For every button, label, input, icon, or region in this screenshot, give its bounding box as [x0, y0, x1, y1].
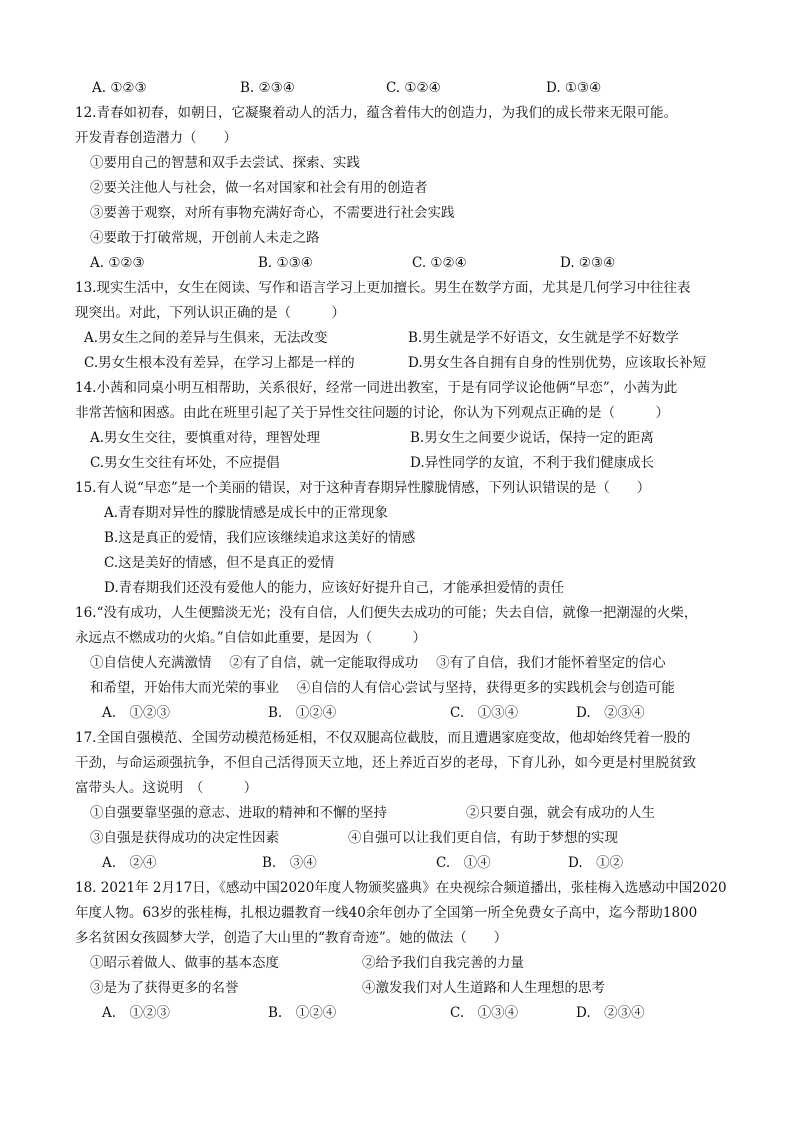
q13-stem-line2: 现突出。对此，下列认识正确的是（ ）: [75, 305, 345, 321]
q15-option-c: C.这是美好的情感，但不是真正的爱情: [104, 555, 335, 571]
q18-item-1: ①昭示着做人、做事的基本态度: [90, 955, 279, 971]
q11-option-c: C. ①②④: [386, 80, 441, 96]
q14-stem-line2: 非常苦恼和困惑。由此在班里引起了关于异性交往问题的讨论，你认为下列观点正确的是（ ）: [75, 405, 669, 421]
q17-option-d: D. ①②: [568, 855, 624, 871]
q13-option-d: D.男女生各自拥有自身的性别优势，应该取长补短: [408, 355, 707, 371]
q18-stem-line1: 18. 2021年 2月17日，《感动中国2020年度人物颁奖盛典》在央视综合频道播出，张桂梅入选感动中国2020: [75, 880, 727, 896]
q14-option-c: C.男女生交往有坏处，不应提倡: [90, 455, 280, 471]
q12-option-b: B. ①③④: [258, 255, 313, 271]
q17-stem-line2: 干劲，与命运顽强抗争，不但自己活得顶天立地，还上养近百岁的老母，下育儿孙，如今更是村里脱贫致: [75, 755, 696, 771]
q15-stem-line1: 15.有人说“早恋”是一个美丽的错误，对于这种青春期异性朦胧情感，下列认识错误的是（ ）: [75, 480, 651, 496]
q17-option-c: C. ①④: [436, 855, 491, 871]
q13-stem-line1: 13.现实生活中，女生在阅读、写作和语言学习上更加擅长。男生在数学方面，尤其是几何学习中往往表: [75, 280, 691, 296]
q17-stem-line1: 17.全国自强模范、全国劳动模范杨延相，不仅双腿高位截肢，而且遭遇家庭变故，他却始终凭着一股的: [75, 730, 691, 746]
q11-option-a: A. ①②③: [92, 80, 147, 96]
q14-option-a: A.男女生交往，要慎重对待，理智处理: [90, 430, 321, 446]
q16-option-a: A. ①②③: [102, 705, 171, 721]
q11-option-d: D. ①③④: [546, 80, 602, 96]
q18-option-b: B. ①②④: [268, 1005, 337, 1021]
q12-stem-line2: 开发青春创造潜力（ ）: [75, 130, 237, 146]
q12-option-c: C. ①②④: [412, 255, 467, 271]
q13-option-b: B.男生就是学不好语文，女生就是学不好数学: [408, 330, 679, 346]
q12-stem-line1: 12.青春如初春，如朝日，它凝聚着动人的活力，蕴含着伟大的创造力，为我们的成长带来无限可能。: [75, 105, 677, 121]
q18-stem-line2: 年度人物。63岁的张桂梅，扎根边疆教育一线40余年创办了全国第一所全免费女子高中，迄今帮助1800: [75, 905, 698, 921]
q17-stem-line3: 富带头人。这说明 （ ）: [75, 780, 258, 796]
q14-option-d: D.异性同学的友谊，不利于我们健康成长: [410, 455, 655, 471]
q15-option-b: B.这是真正的爱情，我们应该继续追求这美好的情感: [104, 530, 416, 546]
q14-stem-line1: 14.小茜和同桌小明互相帮助，关系很好，经常一同进出教室，于是有同学议论他俩“早恋”，小茜为此: [75, 380, 678, 396]
q12-option-d: D. ②③④: [560, 255, 616, 271]
q17-item-4: ④自强可以让我们更自信，有助于梦想的实现: [348, 830, 618, 846]
q15-option-d: D.青春期我们还没有爱他人的能力，应该好好提升自己，才能承担爱情的责任: [104, 580, 565, 596]
q17-option-a: A. ②④: [102, 855, 157, 871]
q13-option-a: A.男女生之间的差异与生俱来，无法改变: [84, 330, 328, 346]
q18-option-c: C. ①③④: [450, 1005, 519, 1021]
q12-item-4: ④要敢于打破常规，开创前人未走之路: [90, 230, 320, 246]
q18-option-a: A. ①②③: [102, 1005, 171, 1021]
q12-option-a: A. ①②③: [90, 255, 145, 271]
q16-items-line1: ①自信使人充满激情 ②有了自信，就一定能取得成功 ③有了自信，我们才能怀着坚定的信心: [90, 655, 666, 671]
q15-option-a: A.青春期对异性的朦胧情感是成长中的正常现象: [104, 505, 389, 521]
q17-item-2: ②只要自强，就会有成功的人生: [466, 805, 655, 821]
q16-items-line2: 和希望，开始伟大而光荣的事业 ④自信的人有信心尝试与坚持，获得更多的实践机会与创造可能: [90, 680, 675, 696]
q11-option-b: B. ②③④: [240, 80, 295, 96]
q18-stem-line3: 多名贫困女孩圆梦大学，创造了大山里的“教育奇迹”。她的做法（ ）: [75, 930, 508, 946]
q14-option-b: B.男女生之间要少说话，保持一定的距离: [410, 430, 654, 446]
q18-item-3: ③是为了获得更多的名誉: [90, 980, 239, 996]
q18-option-d: D. ②③④: [576, 1005, 645, 1021]
q17-option-b: B. ③④: [262, 855, 317, 871]
q16-option-c: C. ①③④: [450, 705, 519, 721]
q12-item-1: ①要用自己的智慧和双手去尝试、探索、实践: [90, 155, 360, 171]
q16-stem-line2: 永远点不燃成功的火焰。”自信如此重要，是因为（ ）: [75, 630, 427, 646]
q16-option-b: B. ①②④: [268, 705, 337, 721]
q16-option-d: D. ②③④: [576, 705, 645, 721]
q12-item-3: ③要善于观察，对所有事物充满好奇心，不需要进行社会实践: [90, 205, 455, 221]
q18-item-2: ②给予我们自我完善的力量: [362, 955, 524, 971]
q13-option-c: C.男女生根本没有差异，在学习上都是一样的: [84, 355, 355, 371]
q17-item-1: ①自强要靠坚强的意志、进取的精神和不懈的坚持: [90, 805, 387, 821]
q12-item-2: ②要关注他人与社会，做一名对国家和社会有用的创造者: [90, 180, 428, 196]
q18-item-4: ④激发我们对人生道路和人生理想的思考: [362, 980, 605, 996]
q17-item-3: ③自强是获得成功的决定性因素: [90, 830, 279, 846]
q16-stem-line1: 16.“没有成功，人生便黯淡无光；没有自信，人们便失去成功的可能；失去自信，就像一把潮湿的火柴，: [75, 605, 698, 621]
